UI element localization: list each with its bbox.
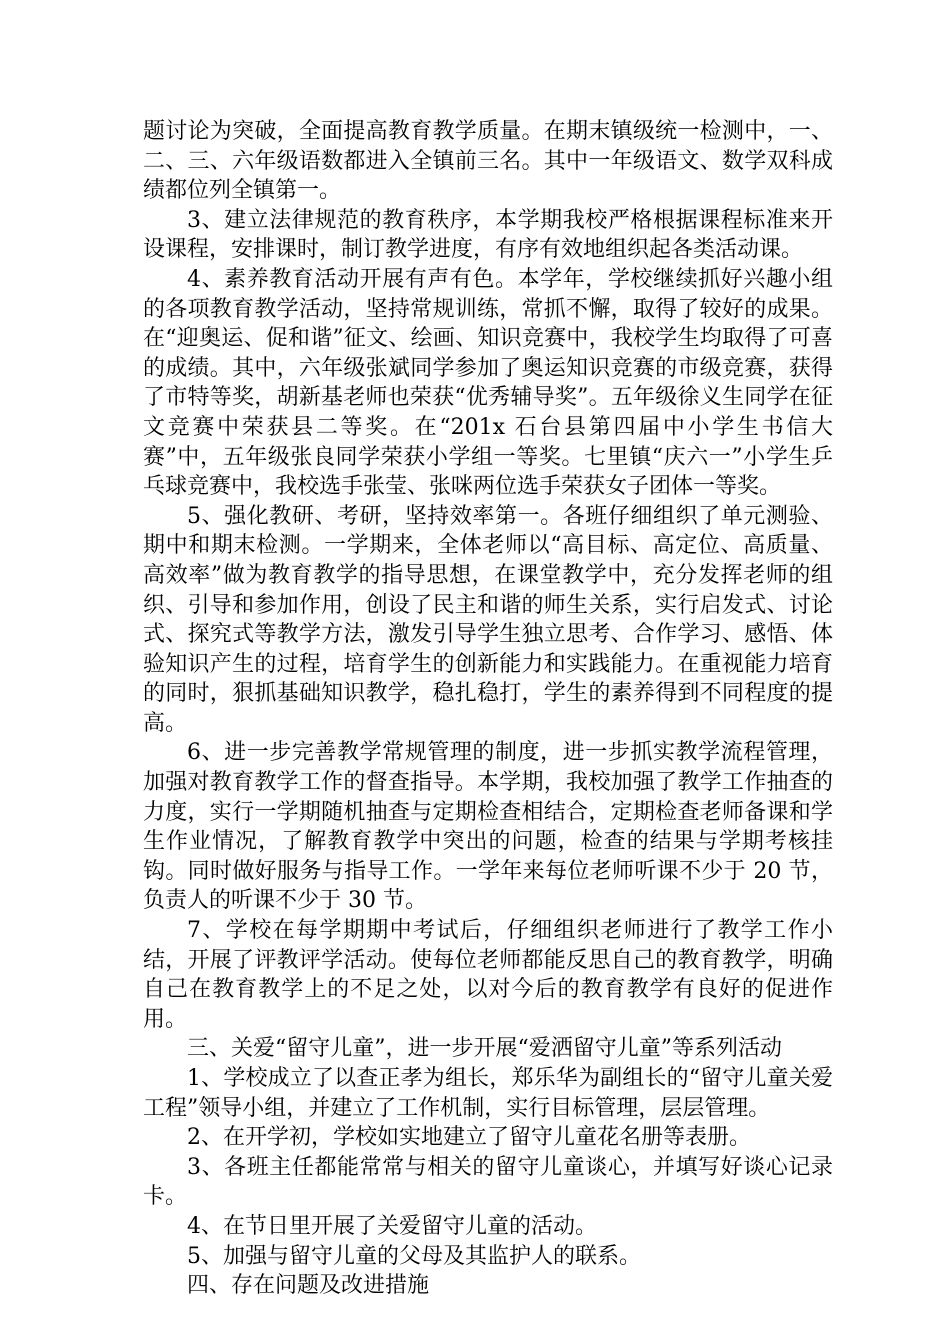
paragraph-item-5: 5、强化教研、考研，坚持效率第一。各班仔细组织了单元测验、期中和期末检测。一学期来，全体老师以“高目标、高定位、高质量、高效率”做为教育教学的指导思想，在课堂教学中，充分发挥老师的组织、引导和参加作用，创设了民主和谐的师生关系，实行启发式、讨论式、探究式等教学方法，激发引导学生独立思考、合作学习、感悟、体验知识产生的过程，培育学生的创新能力和实践能力。在重视能力培育的同时，狠抓基础知识教学，稳扎稳打，学生的素养得到不同程度的提高。 bbox=[143, 503, 833, 736]
document-body bbox=[143, 117, 833, 1301]
section-heading-3: 三、关爱“留守儿童”，进一步开展“爱洒留守儿童”等系列活动 bbox=[187, 1036, 782, 1062]
section-heading-4: 四、存在问题及改进措施 bbox=[187, 1273, 430, 1299]
paragraph-care-3: 3、各班主任都能常常与相关的留守儿童谈心，并填写好谈心记录卡。 bbox=[143, 1154, 833, 1210]
paragraph-care-5: 5、加强与留守儿童的父母及其监护人的联系。 bbox=[187, 1243, 641, 1269]
paragraph-item-3: 3、建立法律规范的教育秩序，本学期我校严格根据课程标准来开设课程，安排课时，制订教学进度，有序有效地组织起各类活动课。 bbox=[143, 207, 833, 263]
paragraph-continuation: 题讨论为突破，全面提高教育教学质量。在期末镇级统一检测中，一、二、三、六年级语数都进入全镇前三名。其中一年级语文、数学双科成绩都位列全镇第一。 bbox=[143, 119, 833, 204]
paragraph-care-2: 2、在开学初，学校如实地建立了留守儿童花名册等表册。 bbox=[187, 1125, 751, 1151]
paragraph-care-1: 1、学校成立了以查正孝为组长，郑乐华为副组长的“留守儿童关爱工程”领导小组，并建立了工作机制，实行目标管理，层层管理。 bbox=[143, 1066, 833, 1121]
paragraph-item-4: 4、素养教育活动开展有声有色。本学年，学校继续抓好兴趣小组的各项教育教学活动，坚持常规训练，常抓不懈，取得了较好的成果。在“迎奥运、促和谐”征文、绘画、知识竞赛中，我校学生均取得了可喜的成绩。其中，六年级张斌同学参加了奥运知识竞赛的市级竞赛，获得了市特等奖，胡新基老师也荣获“优秀辅导奖”。五年级徐义生同学在征文竞赛中荣获县二等奖。在“201x 石台县第四届中小学生书信大赛”中，五年级张良同学荣获小学组一等奖。七里镇“庆六一”小学生乒乓球竞赛中，我校选手张莹、张咪两位选手荣获女子团体一等奖。 bbox=[143, 266, 833, 500]
paragraph-item-7: 7、学校在每学期期中考试后，仔细组织老师进行了教学工作小结，开展了评教评学活动。使每位老师都能反思自己的教育教学，明确自己在教育教学上的不足之处，以对今后的教育教学有良好的促进作用。 bbox=[143, 918, 833, 1032]
paragraph-care-4: 4、在节日里开展了关爱留守儿童的活动。 bbox=[187, 1213, 597, 1239]
paragraph-item-6: 6、进一步完善教学常规管理的制度，进一步抓实教学流程管理，加强对教育教学工作的督查指导。本学期，我校加强了教学工作抽查的力度，实行一学期随机抽查与定期检查相结合，定期检查老师备课和学生作业情况，了解教育教学中突出的问题，检查的结果与学期考核挂钩。同时做好服务与指导工作。一学年来每位老师听课不少于 20 节，负责人的听课不少于 30 节。 bbox=[143, 740, 833, 914]
